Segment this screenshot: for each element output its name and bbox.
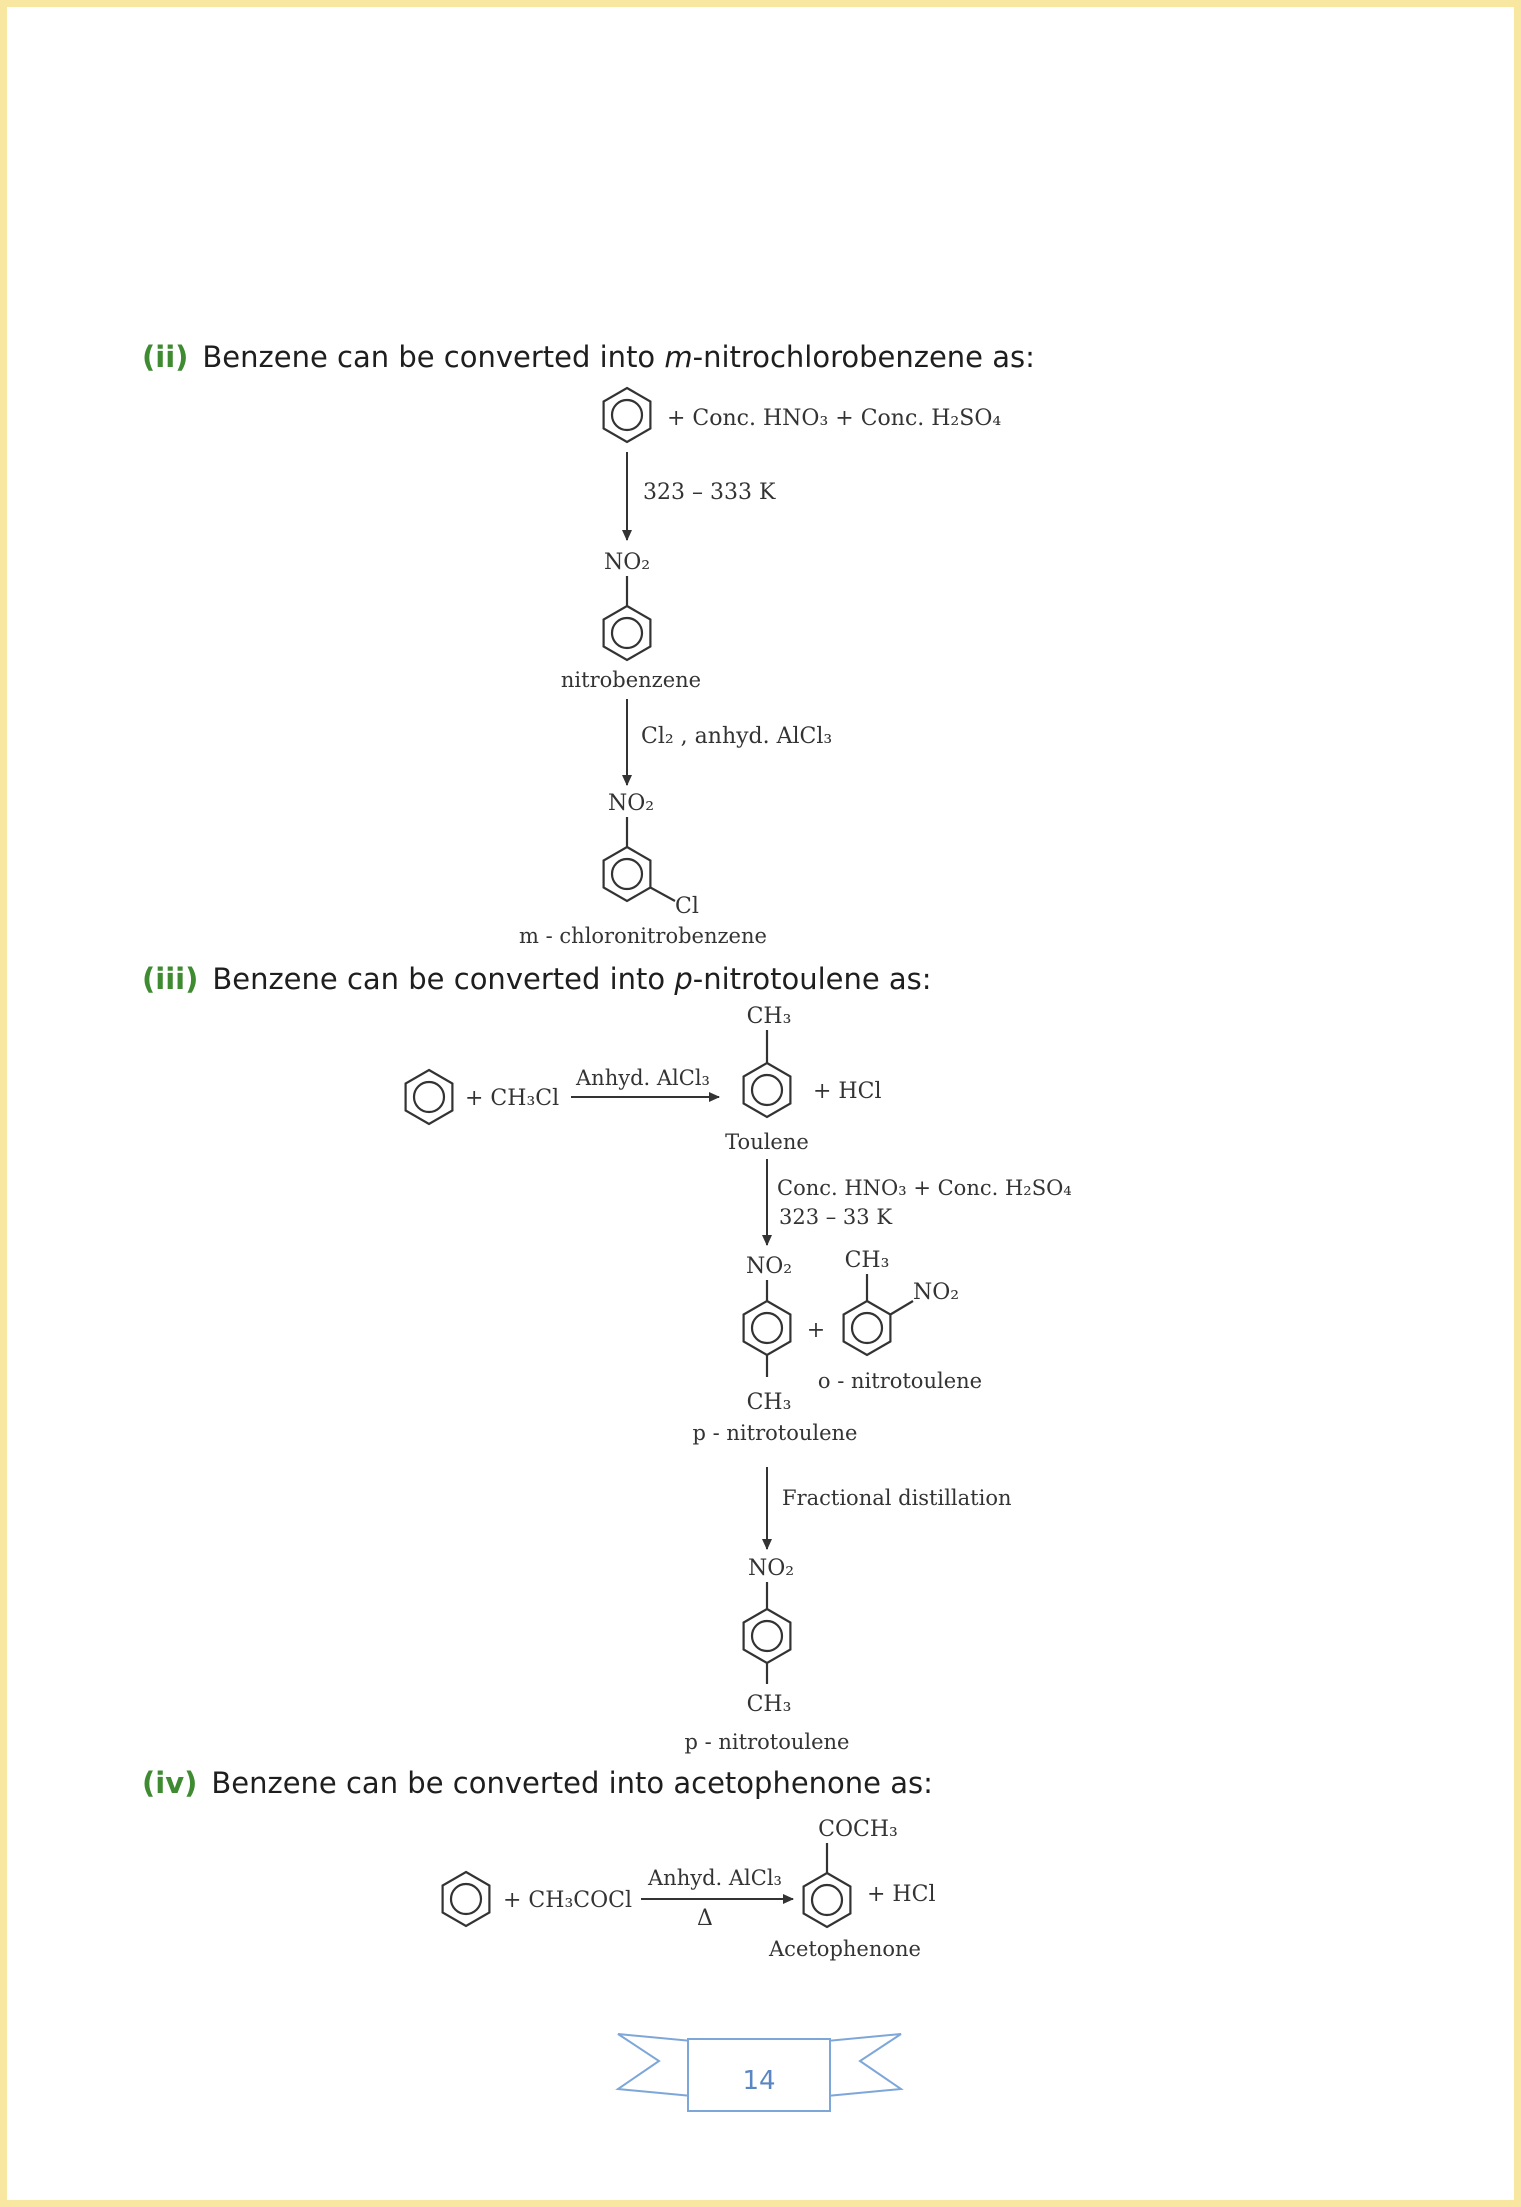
question-text-italic: m bbox=[664, 340, 693, 374]
byproduct: + HCl bbox=[813, 1079, 882, 1104]
scheme-iv bbox=[443, 1817, 936, 1961]
question-number: (ii) bbox=[142, 340, 189, 374]
catalyst: Anhyd. AlCl₃ bbox=[576, 1066, 710, 1090]
compound-name: m - chloronitrobenzene bbox=[519, 924, 767, 948]
reaction-reagent: Conc. HNO₃ + Conc. H₂SO₄ bbox=[777, 1176, 1072, 1200]
reactant: + CH₃COCl bbox=[503, 1888, 633, 1913]
reaction-condition: 323 – 33 K bbox=[779, 1205, 893, 1229]
methyl-group-label: CH₃ bbox=[746, 1692, 792, 1717]
nitrobenzene-ring bbox=[604, 606, 651, 660]
chloro-substituent: Cl bbox=[675, 894, 699, 919]
compound-name: o - nitrotoulene bbox=[817, 1369, 983, 1393]
compound-name: Acetophenone bbox=[769, 1937, 921, 1961]
heat-symbol: Δ bbox=[697, 1906, 713, 1931]
catalyst: Anhyd. AlCl₃ bbox=[648, 1866, 782, 1890]
acetophenone-ring bbox=[804, 1873, 851, 1927]
bond bbox=[650, 888, 675, 902]
question-text: Benzene can be converted into bbox=[212, 962, 675, 996]
methyl-group-label: CH₃ bbox=[746, 1390, 792, 1415]
reaction-reagent: Cl₂ , anhyd. AlCl₃ bbox=[641, 724, 833, 749]
nitro-group-label: NO₂ bbox=[603, 550, 651, 575]
nitro-group-label: NO₂ bbox=[747, 1556, 795, 1581]
benzene-ring bbox=[604, 388, 651, 442]
page-number-ribbon bbox=[618, 2034, 901, 2111]
reagent-nitrating-mixture: + Conc. HNO₃ + Conc. H₂SO₄ bbox=[667, 406, 1002, 431]
separation-method: Fractional distillation bbox=[782, 1486, 1012, 1510]
nitro-group-label: NO₂ bbox=[745, 1254, 793, 1279]
chloronitrobenzene-ring bbox=[604, 847, 651, 901]
reaction-schemes bbox=[7, 7, 1514, 2200]
toluene-ring bbox=[744, 1063, 791, 1117]
question-text: Benzene can be converted into bbox=[202, 340, 665, 374]
question-text-end: -nitrotoulene as: bbox=[692, 962, 932, 996]
question-text-end: -nitrochlorobenzene as: bbox=[692, 340, 1035, 374]
compound-name: p - nitrotoulene bbox=[684, 1730, 850, 1754]
question-text-italic: p bbox=[674, 962, 693, 996]
reactant: + CH₃Cl bbox=[465, 1086, 560, 1111]
plus-sign: + bbox=[806, 1318, 826, 1343]
question-number: (iv) bbox=[142, 1766, 198, 1800]
methyl-group-label: CH₃ bbox=[844, 1248, 890, 1273]
nitro-substituent: NO₂ bbox=[913, 1280, 960, 1305]
scheme-ii bbox=[519, 388, 1001, 948]
nitro-group-label: NO₂ bbox=[607, 791, 655, 816]
benzene-ring bbox=[443, 1872, 490, 1926]
reaction-condition: 323 – 333 K bbox=[643, 480, 776, 505]
compound-name: Toulene bbox=[725, 1130, 809, 1154]
page-number: 14 bbox=[742, 2066, 776, 2096]
compound-name: nitrobenzene bbox=[560, 668, 702, 692]
question-text: Benzene can be converted into acetophenone as: bbox=[211, 1766, 933, 1800]
benzene-ring bbox=[406, 1070, 453, 1124]
p-nitrotoluene-ring bbox=[744, 1609, 791, 1663]
acetyl-group-label: COCH₃ bbox=[818, 1817, 898, 1842]
scheme-iii bbox=[406, 1004, 1072, 1754]
p-nitrotoluene-ring bbox=[744, 1301, 791, 1355]
question-number: (iii) bbox=[142, 962, 199, 996]
byproduct: + HCl bbox=[867, 1882, 936, 1907]
bond bbox=[890, 1301, 913, 1315]
compound-name: p - nitrotoulene bbox=[692, 1421, 858, 1445]
o-nitrotoluene-ring bbox=[844, 1301, 891, 1355]
methyl-group-label: CH₃ bbox=[746, 1004, 792, 1029]
